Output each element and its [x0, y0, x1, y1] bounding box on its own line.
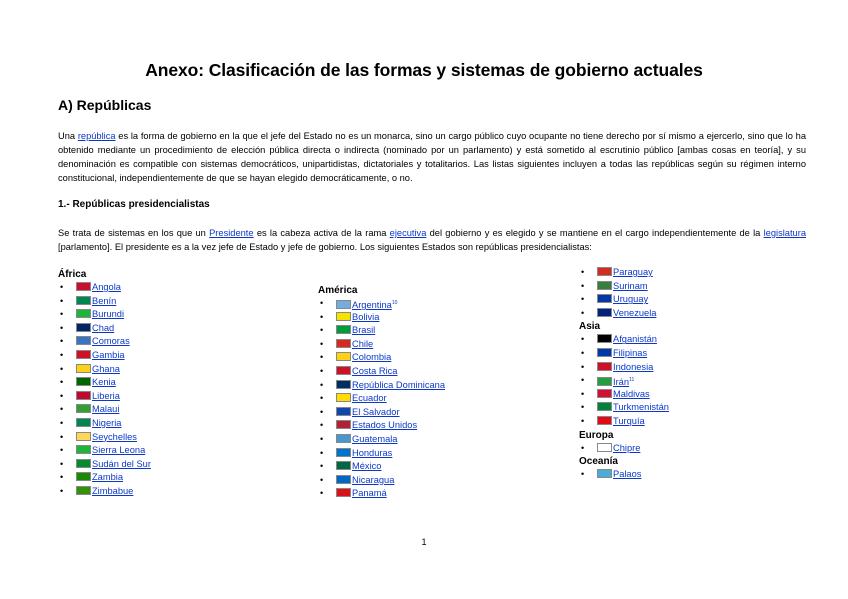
bullet-icon: • [60, 404, 64, 415]
p2-text-4: [parlamento]. El presidente es a la vez jefe de Estado y jefe de gobierno. Los siguientes Estados son repúblicas presidencialistas: [58, 242, 592, 252]
country-link[interactable]: Maldivas [613, 388, 650, 399]
list-item [318, 487, 445, 501]
flag-icon [76, 472, 91, 481]
flag-icon [76, 296, 91, 305]
bullet-icon: • [60, 390, 64, 401]
country-link[interactable]: Ecuador [352, 393, 387, 404]
list-item [318, 447, 445, 461]
bullet-icon: • [60, 485, 64, 496]
bullet-icon: • [320, 298, 324, 308]
bullet-icon: • [320, 488, 324, 499]
bullet-icon: • [581, 402, 585, 413]
country-link[interactable]: Gambia [92, 349, 125, 360]
country-link[interactable]: Estados Unidos [352, 420, 418, 431]
flag-icon [76, 336, 91, 345]
list-item [58, 403, 151, 417]
country-link[interactable]: Angola [92, 282, 121, 292]
country-link[interactable]: Irán [613, 377, 630, 388]
country-list-america-cont [579, 266, 669, 320]
bullet-icon: • [581, 267, 585, 277]
list-item [58, 349, 151, 363]
list-item [58, 335, 151, 349]
flag-icon [336, 448, 351, 457]
flag-icon [597, 267, 612, 276]
list-item [318, 324, 445, 338]
list-item [58, 376, 151, 390]
list-item [579, 266, 669, 280]
bullet-icon: • [320, 379, 324, 390]
page-number: 1 [421, 537, 427, 547]
column-africa [58, 268, 151, 499]
intro-paragraph [58, 129, 806, 185]
presidential-paragraph [58, 226, 806, 254]
bullet-icon: • [320, 474, 324, 485]
list-item [579, 361, 669, 375]
list-item [579, 468, 669, 482]
bullet-icon: • [320, 325, 324, 336]
flag-icon [597, 348, 612, 357]
flag-icon [336, 407, 351, 416]
flag-icon [597, 281, 612, 290]
p2-text-2: es la cabeza activa de la rama [253, 228, 390, 238]
list-item [318, 365, 445, 379]
link-ejecutiva[interactable]: ejecutiva [389, 228, 427, 238]
flag-icon [336, 325, 351, 334]
link-republica[interactable]: república [77, 131, 116, 141]
flag-icon [336, 339, 351, 348]
flag-icon [336, 475, 351, 484]
country-link[interactable]: Venezuela [613, 307, 657, 318]
country-link[interactable]: Comoras [92, 336, 130, 347]
bullet-icon: • [320, 311, 324, 322]
flag-icon [76, 377, 91, 386]
bullet-icon: • [581, 307, 585, 318]
list-item [579, 307, 669, 321]
country-link[interactable]: Chad [92, 322, 115, 333]
bullet-icon: • [60, 295, 64, 306]
flag-icon [597, 416, 612, 425]
flag-icon [597, 308, 612, 317]
bullet-icon: • [320, 406, 324, 417]
flag-icon [76, 309, 91, 318]
country-link[interactable]: Costa Rica [352, 365, 398, 376]
flag-icon [76, 404, 91, 413]
country-link[interactable]: Kenia [92, 377, 116, 388]
flag-icon [76, 432, 91, 441]
country-link[interactable]: Benín [92, 295, 117, 306]
flag-icon [76, 445, 91, 454]
country-link[interactable]: Filipinas [613, 347, 648, 358]
footnote-ref[interactable]: 10 [391, 300, 398, 306]
country-link[interactable]: El Salvador [352, 406, 400, 417]
country-list-africa [58, 281, 151, 499]
list-item [58, 295, 151, 309]
flag-icon [597, 294, 612, 303]
flag-icon [336, 300, 351, 309]
bullet-icon: • [60, 363, 64, 374]
bullet-icon: • [320, 338, 324, 349]
list-item [318, 474, 445, 488]
intro-text-1: Una [58, 131, 78, 141]
country-link[interactable]: Seychelles [92, 431, 137, 442]
bullet-icon: • [60, 336, 64, 347]
list-item [58, 281, 151, 295]
bullet-icon: • [320, 461, 324, 472]
list-item [579, 415, 669, 429]
country-link[interactable]: Guatemala [352, 433, 398, 444]
country-link[interactable]: Surinam [613, 280, 648, 291]
list-item [579, 280, 669, 294]
flag-icon [76, 364, 91, 373]
flag-icon [336, 380, 351, 389]
bullet-icon: • [60, 349, 64, 360]
country-list-europa [579, 442, 669, 456]
country-link[interactable]: Colombia [352, 352, 392, 363]
country-link[interactable]: Uruguay [613, 294, 649, 305]
link-presidente[interactable]: Presidente [209, 228, 254, 238]
list-item [58, 390, 151, 404]
bullet-icon: • [60, 458, 64, 469]
country-link[interactable]: Malaui [92, 404, 120, 415]
subsection-heading-presidencialistas: 1.- Repúblicas presidencialistas [58, 199, 210, 210]
flag-icon [597, 402, 612, 411]
bullet-icon: • [581, 388, 585, 399]
flag-icon [76, 350, 91, 359]
list-item [58, 444, 151, 458]
list-item [318, 311, 445, 325]
flag-icon [76, 418, 91, 427]
bullet-icon: • [581, 442, 585, 453]
list-item [318, 351, 445, 365]
country-link[interactable]: Ghana [92, 363, 120, 374]
list-item [58, 363, 151, 377]
bullet-icon: • [60, 309, 64, 320]
country-link[interactable]: Nicaragua [352, 474, 395, 485]
country-list-america [318, 297, 445, 501]
bullet-icon: • [581, 347, 585, 358]
flag-icon [597, 443, 612, 452]
list-item [579, 333, 669, 347]
flag-icon [76, 282, 91, 291]
p2-text-1: Se trata de sistemas en los que un [58, 228, 210, 238]
country-link[interactable]: Liberia [92, 390, 120, 401]
bullet-icon: • [320, 352, 324, 363]
flag-icon [76, 391, 91, 400]
bullet-icon: • [60, 322, 64, 333]
link-legislatura[interactable]: legislatura [763, 228, 806, 238]
flag-icon [336, 461, 351, 470]
country-link[interactable]: Zambia [92, 472, 124, 483]
flag-icon [597, 334, 612, 343]
flag-icon [76, 323, 91, 332]
country-link[interactable]: Palaos [613, 469, 642, 480]
list-item [58, 322, 151, 336]
flag-icon [597, 389, 612, 398]
bullet-icon: • [320, 420, 324, 431]
flag-icon [336, 352, 351, 361]
page-title: Anexo: Clasificación de las formas y sistemas de gobierno actuales [145, 60, 703, 80]
bullet-icon: • [60, 445, 64, 456]
list-item [579, 293, 669, 307]
list-item [579, 401, 669, 415]
country-link[interactable]: Brasil [352, 325, 376, 336]
flag-icon [336, 393, 351, 402]
country-link[interactable]: Chile [352, 338, 374, 349]
list-item [318, 406, 445, 420]
flag-icon [336, 434, 351, 443]
country-link[interactable]: Panamá [352, 488, 387, 499]
flag-icon [76, 486, 91, 495]
continent-label-africa: África [58, 269, 87, 280]
list-item [58, 471, 151, 485]
p2-text-3: del gobierno y es elegido y se mantiene en el cargo independientemente de la [426, 228, 764, 238]
bullet-icon: • [60, 377, 64, 388]
bullet-icon: • [581, 469, 585, 480]
continent-label-oceania: Oceanía [579, 456, 618, 468]
column-right [579, 266, 669, 482]
bullet-icon: • [581, 294, 585, 305]
bullet-icon: • [60, 431, 64, 442]
flag-icon [336, 488, 351, 497]
bullet-icon: • [60, 417, 64, 428]
list-item [318, 379, 445, 393]
bullet-icon: • [581, 334, 585, 345]
bullet-icon: • [320, 365, 324, 376]
country-link[interactable]: Sudán del Sur [92, 458, 151, 469]
bullet-icon: • [60, 282, 64, 292]
list-item [58, 485, 151, 499]
list-item [58, 417, 151, 431]
country-link[interactable]: Honduras [352, 447, 393, 458]
country-link[interactable]: Turquía [613, 415, 645, 426]
country-link[interactable]: Indonesia [613, 361, 654, 372]
section-heading-republicas: A) Repúblicas [58, 97, 152, 113]
list-item [318, 338, 445, 352]
bullet-icon: • [60, 472, 64, 483]
intro-text-2: es la forma de gobierno en la que el jefe del Estado no es un monarca, sino un cargo público cuyo ocupante no tiene derecho por sí mismo a ejercerlo, sino que lo ha obtenido mediante un procedimiento de elección pública directa o indirecta (nominado por un parlamento) y está sometido al escrutinio público [ambas cosas en teoría], y su denominación es compatible con sistemas democráticos, unipartidistas, dictatoriales y totalitarios. Las listas siguientes incluyen a todas las repúblicas según su régimen interno constitucional, independientemente de que se hayan elegido democráticamente, o no. [58, 131, 807, 183]
bullet-icon: • [581, 361, 585, 372]
country-link[interactable]: Nigeria [92, 417, 122, 428]
continent-label-asia: Asia [579, 321, 601, 333]
bullet-icon: • [581, 280, 585, 291]
flag-icon [597, 377, 612, 386]
country-link[interactable]: Chipre [613, 442, 641, 453]
country-link[interactable]: República Dominicana [352, 379, 446, 390]
list-item [579, 347, 669, 361]
country-link[interactable]: Paraguay [613, 267, 653, 277]
flag-icon [336, 420, 351, 429]
list-item [579, 388, 669, 402]
bullet-icon: • [320, 393, 324, 404]
country-link[interactable]: Zimbabue [92, 485, 134, 496]
continent-label-europa: Europa [579, 429, 614, 441]
flag-icon [597, 469, 612, 478]
country-list-asia [579, 333, 669, 428]
country-link[interactable]: Bolivia [352, 311, 380, 322]
country-link[interactable]: Argentina [352, 300, 392, 310]
flag-icon [597, 362, 612, 371]
flag-icon [76, 459, 91, 468]
list-item [318, 297, 445, 311]
country-link[interactable]: Sierra Leona [92, 445, 146, 456]
list-item [318, 433, 445, 447]
country-link[interactable]: Burundi [92, 309, 125, 320]
list-item [318, 460, 445, 474]
list-item [58, 458, 151, 472]
list-item [58, 308, 151, 322]
list-item [318, 419, 445, 433]
country-link[interactable]: Afganistán [613, 334, 657, 345]
list-item [58, 431, 151, 445]
column-america [318, 284, 445, 501]
flag-icon [336, 312, 351, 321]
country-list-oceania [579, 468, 669, 482]
bullet-icon: • [320, 433, 324, 444]
bullet-icon: • [581, 375, 585, 386]
country-link[interactable]: México [352, 461, 382, 472]
list-item [318, 392, 445, 406]
list-item [579, 442, 669, 456]
list-item [579, 374, 669, 388]
flag-icon [336, 366, 351, 375]
continent-label-america: América [318, 285, 358, 296]
footnote-ref[interactable]: 11 [629, 377, 635, 384]
bullet-icon: • [581, 415, 585, 426]
bullet-icon: • [320, 447, 324, 458]
country-link[interactable]: Turkmenistán [613, 402, 669, 413]
